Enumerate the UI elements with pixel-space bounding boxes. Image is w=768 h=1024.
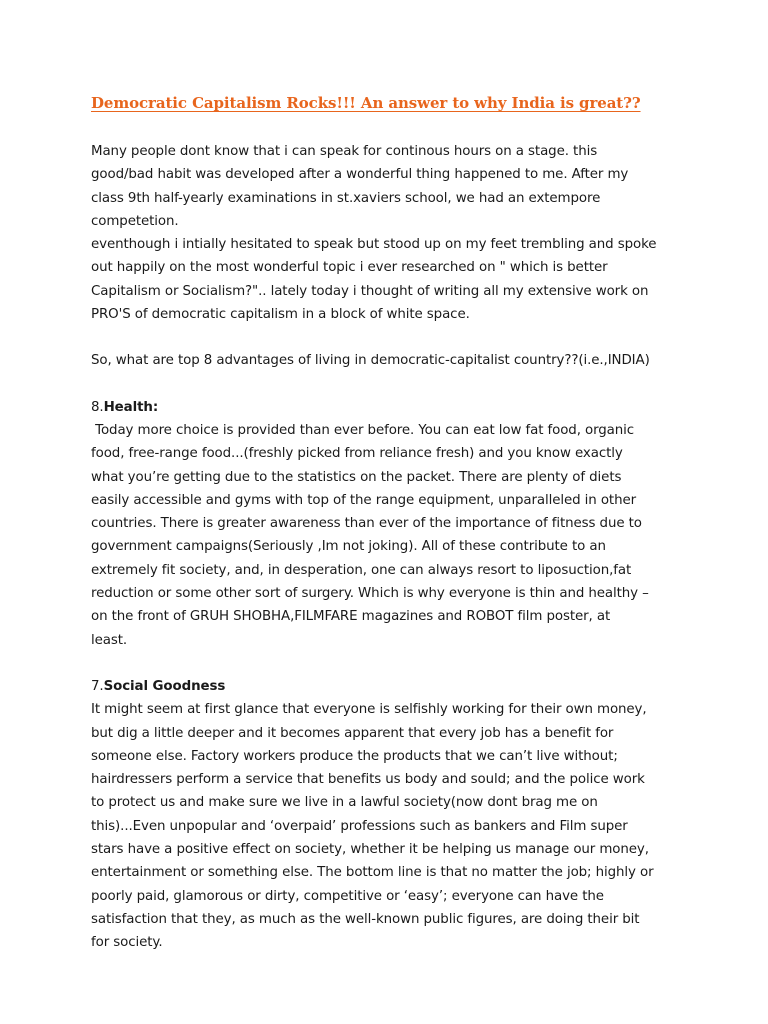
- question-line: So, what are top 8 advantages of living in democratic-capitalist country??(i.e.,INDIA): [91, 353, 650, 369]
- text-line: It might seem at first glance that everyone is selfishly working for their own money,: [91, 702, 647, 718]
- text-line: reduction or some other sort of surgery. Which is why everyone is thin and healthy –: [91, 586, 649, 602]
- text-line: out happily on the most wonderful topic i ever researched on " which is better: [91, 260, 608, 276]
- question-paragraph: [91, 349, 691, 372]
- text-line: for society.: [91, 935, 163, 951]
- text-line: food, free-range food...(freshly picked from reliance fresh) and you know exactly: [91, 446, 623, 462]
- section-number: 8.: [91, 399, 104, 415]
- text-line: satisfaction that they, as much as the well-known public figures, are doing their bit: [91, 911, 640, 927]
- document-page: [91, 92, 691, 955]
- section-title: Health:: [103, 399, 159, 415]
- text-line: least.: [91, 632, 128, 648]
- text-line: Today more choice is provided than ever before. You can eat low fat food, organic: [91, 422, 635, 438]
- text-line: easily accessible and gyms with top of the range equipment, unparalleled in other: [91, 492, 637, 508]
- text-line: to protect us and make sure we live in a lawful society(now dont brag me on: [91, 795, 598, 811]
- text-line: on the front of GRUH SHOBHA,FILMFARE magazines and ROBOT film poster, at: [91, 609, 611, 625]
- text-line: stars have a positive effect on society, whether it be helping us manage our money,: [91, 842, 649, 858]
- text-line: competetion.: [91, 213, 179, 229]
- text-line: this)...Even unpopular and ‘overpaid’ professions such as bankers and Film super: [91, 818, 628, 834]
- section-social-goodness: [91, 675, 691, 955]
- text-line: good/bad habit was developed after a wonderful thing happened to me. After my: [91, 167, 629, 183]
- section-heading: [91, 396, 691, 419]
- text-line: eventhough i intially hesitated to speak but stood up on my feet trembling and spoke: [91, 237, 657, 253]
- text-line: government campaigns(Seriously ,Im not joking). All of these contribute to an: [91, 539, 606, 555]
- text-line: entertainment or something else. The bottom line is that no matter the job; highly or: [91, 865, 654, 881]
- text-line: countries. There is greater awareness than ever of the importance of fitness due to: [91, 516, 642, 532]
- text-line: but dig a little deeper and it becomes apparent that every job has a benefit for: [91, 725, 614, 741]
- text-line: what you’re getting due to the statistics on the packet. There are plenty of diets: [91, 469, 622, 485]
- text-line: hairdressers perform a service that benefits us body and sould; and the police work: [91, 772, 645, 788]
- section-title: Social Goodness: [103, 678, 226, 694]
- intro-continuation-paragraph: [91, 233, 691, 326]
- intro-paragraph: [91, 140, 691, 233]
- text-line: someone else. Factory workers produce the products that we can’t live without;: [91, 748, 618, 764]
- section-health: [91, 396, 691, 652]
- text-line: Many people dont know that i can speak for continous hours on a stage. this: [91, 144, 598, 159]
- document-title: Democratic Capitalism Rocks!!! An answer to why India is great??: [91, 94, 641, 112]
- text-line: extremely fit society, and, in desperation, one can always resort to liposuction,fat: [91, 562, 632, 578]
- text-line: class 9th half-yearly examinations in st.xaviers school, we had an extempore: [91, 190, 601, 206]
- text-line: poorly paid, glamorous or dirty, competitive or ‘easy’; everyone can have the: [91, 888, 604, 904]
- section-number: 7.: [91, 678, 104, 694]
- text-line: PRO'S of democratic capitalism in a block of white space.: [91, 307, 470, 323]
- text-line: Capitalism or Socialism?".. lately today i thought of writing all my extensive work on: [91, 283, 649, 299]
- section-heading: [91, 675, 691, 698]
